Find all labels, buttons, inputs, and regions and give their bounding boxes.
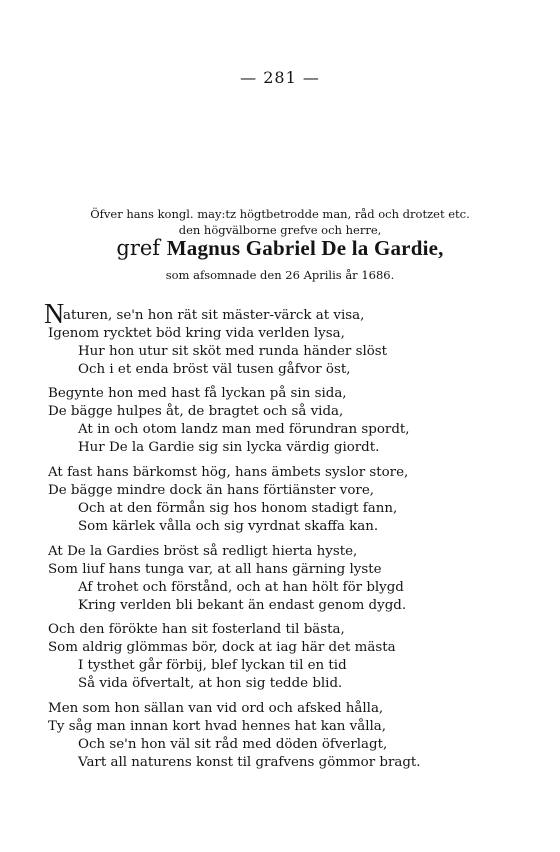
poem-line: Som liuf hans tunga var, at all hans gärning lyste <box>48 562 382 577</box>
dedication-name-prefix: gref <box>116 236 167 260</box>
poem-line: aturen, se'n hon rät sit mäster-värck at visa, <box>63 308 365 323</box>
dedication-line-2: den högvälborne grefve och herre, <box>178 223 382 237</box>
dedication-line-1: Öfver hans kongl. may:tz högtbetrodde man, råd och drotzet etc. <box>90 207 470 221</box>
poem-line: Och se'n hon väl sit råd med döden öfverlagt, <box>78 737 388 752</box>
poem-line: Kring verlden bli bekant än endast genom dygd. <box>78 598 407 613</box>
poem-line: Men som hon sällan van vid ord och afsked hålla, <box>48 701 384 716</box>
poem-line: Ty såg man innan kort hvad hennes hat kan vålla, <box>48 719 387 734</box>
dedication-name: Magnus Gabriel De la Gardie, <box>166 236 444 260</box>
page-number: — 281 — <box>240 68 320 87</box>
poem-line: Som kärlek vålla och sig vyrdnat skaffa kan. <box>78 519 379 534</box>
poem-line: Igenom rycktet böd kring vida verlden lysa, <box>48 326 345 341</box>
poem-line: I tysthet går förbij, blef lyckan til en tid <box>78 658 347 673</box>
poem-line: Hur De la Gardie sig sin lycka värdig giordt. <box>78 440 380 455</box>
poem-line: At in och otom landz man med förundran spordt, <box>78 422 410 437</box>
poem-line: Begynte hon med hast få lyckan på sin sida, <box>48 386 347 401</box>
poem-line: Som aldrig glömmas bör, dock at iag här det mästa <box>48 640 396 655</box>
poem-line: De bägge hulpes åt, de bragtet och så vida, <box>48 404 344 419</box>
poem-line: Och at den förmån sig hos honom stadigt fann, <box>78 501 398 516</box>
poem-line: Och den förökte han sit fosterland til bästa, <box>48 622 345 637</box>
poem-line: Hur hon utur sit sköt med runda händer slöst <box>78 344 388 359</box>
poem-line: De bägge mindre dock än hans förtiänster vore, <box>48 483 375 498</box>
poem-line: At fast hans bärkomst hög, hans ämbets syslor store, <box>48 465 409 480</box>
poem-line: Så vida öfvertalt, at hon sig tedde blid. <box>78 676 343 691</box>
poem-line: At De la Gardies bröst så redligt hierta hyste, <box>48 544 358 559</box>
dedication-name-line <box>0 236 560 261</box>
dedication-line-4: som afsomnade den 26 Aprilis år 1686. <box>165 268 395 282</box>
poem-line: Vart all naturens konst til grafvens gömmor bragt. <box>78 755 421 770</box>
poem-line: Och i et enda bröst väl tusen gåfvor öst, <box>78 362 351 377</box>
poem-line: Af trohet och förstånd, och at han hölt för blygd <box>78 580 404 595</box>
drop-cap: N <box>44 299 65 330</box>
